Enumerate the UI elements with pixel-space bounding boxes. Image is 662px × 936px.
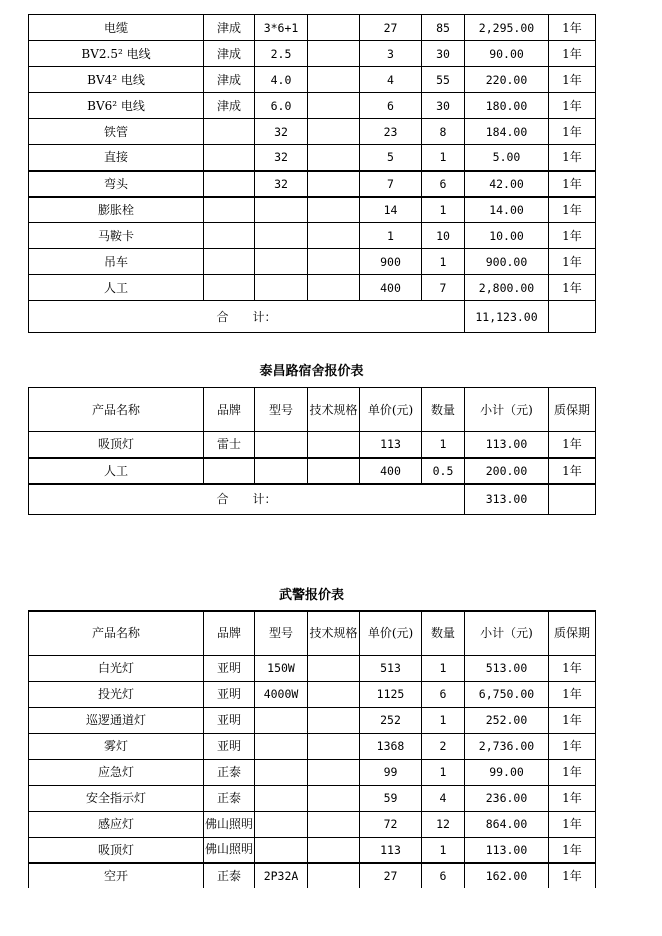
cell-brand <box>204 171 255 197</box>
cell-qty: 0.5 <box>422 458 465 484</box>
table-row <box>29 41 596 67</box>
total-row <box>29 301 596 333</box>
cell-subtotal: 113.00 <box>465 837 549 863</box>
cell-subtotal: 99.00 <box>465 759 549 785</box>
cell-model <box>255 197 308 223</box>
cell-price: 1125 <box>360 681 422 707</box>
cell-subtotal: 162.00 <box>465 863 549 888</box>
cell-qty: 30 <box>422 41 465 67</box>
cell-price: 900 <box>360 249 422 275</box>
header-row <box>29 611 596 655</box>
cell-price: 113 <box>360 837 422 863</box>
table-row <box>29 707 596 733</box>
cell-spec <box>308 785 360 811</box>
cell-qty: 30 <box>422 93 465 119</box>
table-row <box>29 67 596 93</box>
header-row <box>29 388 596 432</box>
cell-warranty: 1年 <box>549 223 596 249</box>
cell-brand <box>204 119 255 145</box>
header-name: 产品名称 <box>29 388 204 432</box>
cell-name: 人工 <box>29 275 204 301</box>
cell-spec <box>308 458 360 484</box>
table-row <box>29 733 596 759</box>
cell-name: 电缆 <box>29 15 204 41</box>
cell-warranty: 1年 <box>549 432 596 458</box>
header-brand: 品牌 <box>204 388 255 432</box>
header-price: 单价(元) <box>360 388 422 432</box>
cell-spec <box>308 837 360 863</box>
cell-name: 直接 <box>29 145 204 171</box>
cell-qty: 55 <box>422 67 465 93</box>
cell-spec <box>308 681 360 707</box>
table-row <box>29 655 596 681</box>
cell-model: 150W <box>255 655 308 681</box>
header-model: 型号 <box>255 388 308 432</box>
cell-warranty: 1年 <box>549 837 596 863</box>
cell-model <box>255 223 308 249</box>
cell-subtotal: 6,750.00 <box>465 681 549 707</box>
cell-spec <box>308 733 360 759</box>
cell-qty: 1 <box>422 759 465 785</box>
cell-price: 3 <box>360 41 422 67</box>
cell-name: 膨胀栓 <box>29 197 204 223</box>
table-row <box>29 275 596 301</box>
cell-price: 513 <box>360 655 422 681</box>
header-subtotal: 小计（元) <box>465 611 549 655</box>
cell-spec <box>308 15 360 41</box>
cell-price: 59 <box>360 785 422 811</box>
cell-model <box>255 707 308 733</box>
cell-qty: 1 <box>422 655 465 681</box>
header-spec: 技术规格 <box>308 611 360 655</box>
cell-spec <box>308 67 360 93</box>
cell-brand <box>204 223 255 249</box>
cell-spec <box>308 863 360 888</box>
cell-price: 72 <box>360 811 422 837</box>
cell-price: 252 <box>360 707 422 733</box>
cell-spec <box>308 275 360 301</box>
cell-price: 1 <box>360 223 422 249</box>
cell-spec <box>308 197 360 223</box>
cell-warranty: 1年 <box>549 655 596 681</box>
cell-brand: 正泰 <box>204 785 255 811</box>
cell-brand <box>204 249 255 275</box>
cell-empty <box>549 484 596 515</box>
cell-model: 32 <box>255 171 308 197</box>
cell-name: 吊车 <box>29 249 204 275</box>
cell-price: 14 <box>360 197 422 223</box>
cell-name: 安全指示灯 <box>29 785 204 811</box>
cell-warranty: 1年 <box>549 67 596 93</box>
cell-price: 1368 <box>360 733 422 759</box>
cell-name: 空开 <box>29 863 204 888</box>
cell-qty: 1 <box>422 145 465 171</box>
cell-model <box>255 432 308 458</box>
cell-subtotal: 2,800.00 <box>465 275 549 301</box>
cell-warranty: 1年 <box>549 681 596 707</box>
table-row <box>29 785 596 811</box>
cell-model: 32 <box>255 145 308 171</box>
cell-model <box>255 837 308 863</box>
cell-warranty: 1年 <box>549 15 596 41</box>
cell-qty: 1 <box>422 249 465 275</box>
cell-model <box>255 759 308 785</box>
cell-model: 4.0 <box>255 67 308 93</box>
cell-qty: 1 <box>422 432 465 458</box>
table-row <box>29 171 596 197</box>
cell-qty: 85 <box>422 15 465 41</box>
header-qty: 数量 <box>422 611 465 655</box>
cell-model: 32 <box>255 119 308 145</box>
cell-spec <box>308 655 360 681</box>
table-row <box>29 811 596 837</box>
cell-brand: 佛山照明 <box>204 811 255 837</box>
cell-price: 99 <box>360 759 422 785</box>
cell-brand: 雷士 <box>204 432 255 458</box>
cell-model: 3*6+1 <box>255 15 308 41</box>
cell-price: 400 <box>360 275 422 301</box>
cell-spec <box>308 707 360 733</box>
cell-brand <box>204 197 255 223</box>
cell-spec <box>308 759 360 785</box>
cell-brand: 亚明 <box>204 707 255 733</box>
cell-qty: 1 <box>422 197 465 223</box>
cell-brand: 津成 <box>204 41 255 67</box>
cell-brand: 津成 <box>204 93 255 119</box>
cell-price: 6 <box>360 93 422 119</box>
cell-model: 2P32A <box>255 863 308 888</box>
cell-warranty: 1年 <box>549 41 596 67</box>
cell-subtotal: 180.00 <box>465 93 549 119</box>
cell-warranty: 1年 <box>549 145 596 171</box>
cell-name: 感应灯 <box>29 811 204 837</box>
cell-warranty: 1年 <box>549 707 596 733</box>
cell-model: 4000W <box>255 681 308 707</box>
cell-model <box>255 275 308 301</box>
cell-name: 吸顶灯 <box>29 432 204 458</box>
table-row <box>29 759 596 785</box>
cell-subtotal: 252.00 <box>465 707 549 733</box>
cell-model <box>255 785 308 811</box>
material-table <box>28 14 596 333</box>
cell-model <box>255 811 308 837</box>
cell-warranty: 1年 <box>549 759 596 785</box>
cell-warranty: 1年 <box>549 275 596 301</box>
cell-qty: 1 <box>422 837 465 863</box>
cell-qty: 10 <box>422 223 465 249</box>
cell-brand <box>204 145 255 171</box>
cell-spec <box>308 223 360 249</box>
cell-subtotal: 513.00 <box>465 655 549 681</box>
cell-subtotal: 10.00 <box>465 223 549 249</box>
cell-spec <box>308 811 360 837</box>
header-model: 型号 <box>255 611 308 655</box>
cell-brand: 亚明 <box>204 655 255 681</box>
cell-price: 113 <box>360 432 422 458</box>
table-row <box>29 432 596 458</box>
cell-price: 4 <box>360 67 422 93</box>
cell-subtotal: 2,295.00 <box>465 15 549 41</box>
table-row <box>29 15 596 41</box>
cell-spec <box>308 93 360 119</box>
cell-qty: 6 <box>422 171 465 197</box>
cell-subtotal: 220.00 <box>465 67 549 93</box>
cell-warranty: 1年 <box>549 785 596 811</box>
cell-qty: 2 <box>422 733 465 759</box>
cell-price: 27 <box>360 15 422 41</box>
cell-qty: 12 <box>422 811 465 837</box>
cell-model <box>255 458 308 484</box>
cell-price: 27 <box>360 863 422 888</box>
cell-name: 应急灯 <box>29 759 204 785</box>
cell-model: 2.5 <box>255 41 308 67</box>
total-label: 合 计： <box>29 301 465 333</box>
cell-brand: 佛山照明 <box>204 837 255 863</box>
dormitory-quote-table <box>28 387 596 515</box>
cell-brand <box>204 275 255 301</box>
header-warranty: 质保期 <box>549 611 596 655</box>
table-row <box>29 249 596 275</box>
cell-name: BV2.5² 电线 <box>29 41 204 67</box>
total-label: 合 计： <box>29 484 465 515</box>
cell-qty: 4 <box>422 785 465 811</box>
cell-qty: 6 <box>422 863 465 888</box>
cell-warranty: 1年 <box>549 119 596 145</box>
cell-subtotal: 113.00 <box>465 432 549 458</box>
header-name: 产品名称 <box>29 611 204 655</box>
cell-model <box>255 733 308 759</box>
cell-qty: 8 <box>422 119 465 145</box>
total-value: 313.00 <box>465 484 549 515</box>
table-row <box>29 197 596 223</box>
cell-subtotal: 236.00 <box>465 785 549 811</box>
table-row <box>29 458 596 484</box>
cell-subtotal: 5.00 <box>465 145 549 171</box>
cell-subtotal: 900.00 <box>465 249 549 275</box>
cell-name: BV4² 电线 <box>29 67 204 93</box>
table-row <box>29 863 596 888</box>
cell-brand: 津成 <box>204 15 255 41</box>
cell-name: 投光灯 <box>29 681 204 707</box>
cell-name: 巡逻通道灯 <box>29 707 204 733</box>
cell-name: 弯头 <box>29 171 204 197</box>
header-qty: 数量 <box>422 388 465 432</box>
cell-spec <box>308 145 360 171</box>
cell-subtotal: 90.00 <box>465 41 549 67</box>
section-title: 泰昌路宿舍报价表 <box>259 364 364 379</box>
header-warranty: 质保期 <box>549 388 596 432</box>
total-value: 11,123.00 <box>465 301 549 333</box>
cell-spec <box>308 119 360 145</box>
cell-spec <box>308 432 360 458</box>
header-spec: 技术规格 <box>308 388 360 432</box>
cell-qty: 1 <box>422 707 465 733</box>
cell-name: 吸顶灯 <box>29 837 204 863</box>
cell-spec <box>308 41 360 67</box>
cell-subtotal: 14.00 <box>465 197 549 223</box>
table-row <box>29 93 596 119</box>
cell-brand: 亚明 <box>204 733 255 759</box>
cell-warranty: 1年 <box>549 811 596 837</box>
cell-name: 雾灯 <box>29 733 204 759</box>
cell-spec <box>308 249 360 275</box>
header-brand: 品牌 <box>204 611 255 655</box>
cell-warranty: 1年 <box>549 197 596 223</box>
table-row <box>29 837 596 863</box>
armed-police-quote-table <box>28 610 596 888</box>
cell-brand: 正泰 <box>204 863 255 888</box>
cell-price: 23 <box>360 119 422 145</box>
cell-subtotal: 864.00 <box>465 811 549 837</box>
table-row <box>29 145 596 171</box>
cell-name: 白光灯 <box>29 655 204 681</box>
cell-warranty: 1年 <box>549 863 596 888</box>
table-row <box>29 223 596 249</box>
total-row <box>29 484 596 515</box>
cell-qty: 7 <box>422 275 465 301</box>
cell-qty: 6 <box>422 681 465 707</box>
cell-price: 5 <box>360 145 422 171</box>
cell-model <box>255 249 308 275</box>
table-row <box>29 681 596 707</box>
cell-price: 7 <box>360 171 422 197</box>
cell-model: 6.0 <box>255 93 308 119</box>
cell-warranty: 1年 <box>549 93 596 119</box>
cell-warranty: 1年 <box>549 733 596 759</box>
cell-brand <box>204 458 255 484</box>
table-row <box>29 119 596 145</box>
cell-brand: 津成 <box>204 67 255 93</box>
cell-name: BV6² 电线 <box>29 93 204 119</box>
cell-name: 人工 <box>29 458 204 484</box>
cell-subtotal: 184.00 <box>465 119 549 145</box>
cell-subtotal: 2,736.00 <box>465 733 549 759</box>
header-subtotal: 小计（元) <box>465 388 549 432</box>
cell-empty <box>549 301 596 333</box>
header-price: 单价(元) <box>360 611 422 655</box>
cell-warranty: 1年 <box>549 458 596 484</box>
cell-warranty: 1年 <box>549 249 596 275</box>
cell-name: 铁管 <box>29 119 204 145</box>
cell-brand: 正泰 <box>204 759 255 785</box>
cell-subtotal: 42.00 <box>465 171 549 197</box>
cell-warranty: 1年 <box>549 171 596 197</box>
section-title: 武警报价表 <box>278 588 344 603</box>
cell-price: 400 <box>360 458 422 484</box>
cell-name: 马鞍卡 <box>29 223 204 249</box>
cell-spec <box>308 171 360 197</box>
cell-brand: 亚明 <box>204 681 255 707</box>
cell-subtotal: 200.00 <box>465 458 549 484</box>
